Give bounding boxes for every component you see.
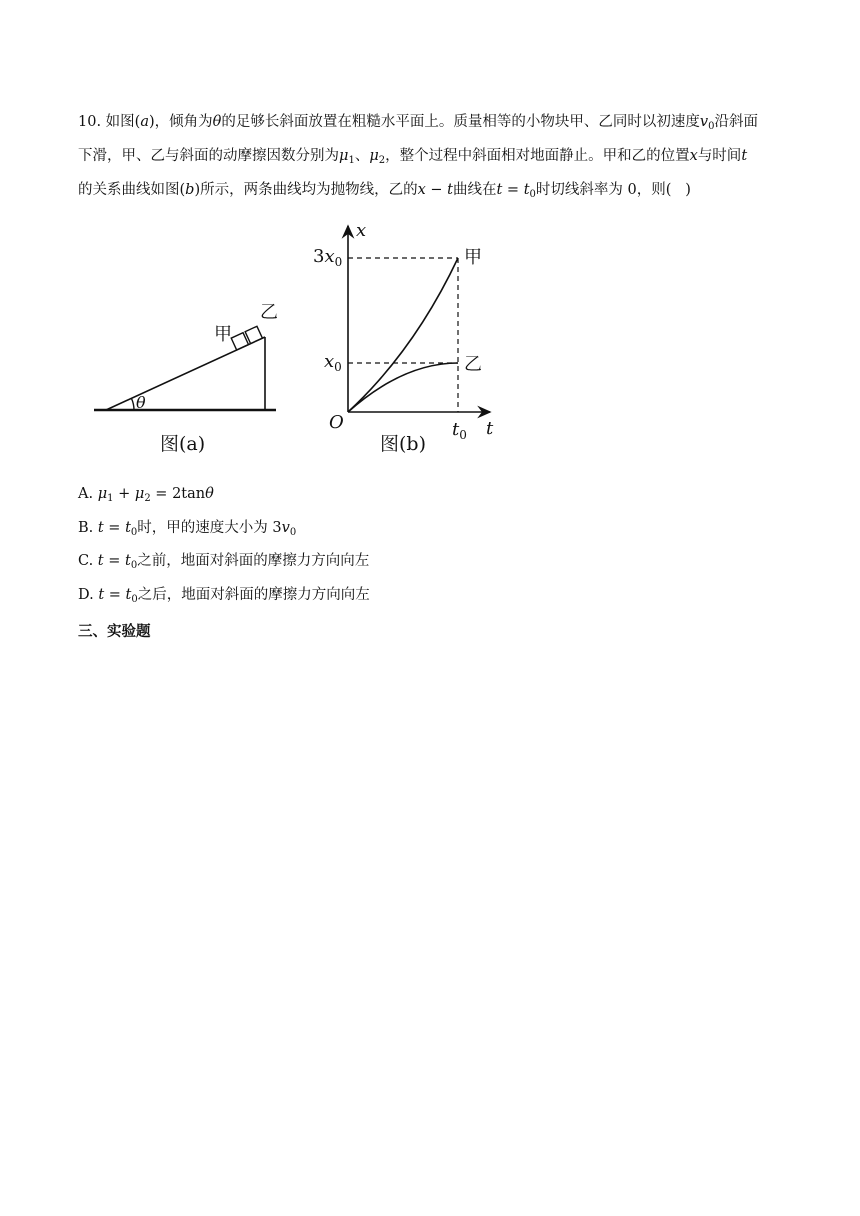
option-c[interactable]: C. $t = t_0$之前，地面对斜面的摩擦力方向向左 <box>78 553 370 571</box>
curve-yi <box>348 363 458 412</box>
x-axis-label: t <box>486 418 494 439</box>
angle-label: θ <box>136 393 146 412</box>
figure-b <box>310 220 510 465</box>
label-jia-b: 甲 <box>464 247 482 268</box>
label-yi-b: 乙 <box>464 354 482 375</box>
option-d[interactable]: D. $t = t_0$之后，地面对斜面的摩擦力方向向左 <box>78 587 370 605</box>
block-jia <box>231 333 248 350</box>
block-yi <box>245 326 262 343</box>
curve-jia <box>348 258 458 412</box>
question-line-2: 下滑，甲、乙与斜面的动摩擦因数分别为$\mu_1$、$\mu_2$，整个过程中斜面相对地面静止。甲和乙的位置x与时间t <box>78 148 748 166</box>
tick-x0: $x_0$ <box>324 351 342 374</box>
section-title: 三、实验题 <box>78 624 151 640</box>
tick-t0: $t_0$ <box>452 419 467 442</box>
question-line-1: 10. 如图(a)，倾角为θ的足够长斜面放置在粗糙水平面上。质量相等的小物块甲、乙同时以初速度$v_0$沿斜面 <box>78 114 758 132</box>
question-number: 10. <box>78 114 102 130</box>
tick-3x0: $3x_0$ <box>313 246 343 269</box>
label-jia-a: 甲 <box>214 324 232 345</box>
origin-label: O <box>329 412 344 433</box>
question-line-3: 的关系曲线如图(b)所示，两条曲线均为抛物线，乙的x − t曲线在$t = t_0$时切线斜率为 0，则( ) <box>78 182 691 200</box>
option-b[interactable]: B. $t = t_0$时，甲的速度大小为 $3v_0$ <box>78 520 297 538</box>
y-axis-label: x <box>356 220 367 241</box>
caption-b: 图(b) <box>380 433 426 455</box>
figure-a <box>88 300 288 540</box>
option-a[interactable]: A. $\mu_1 + \mu_2 = 2\tan\theta$ <box>78 486 214 504</box>
caption-a: 图(a) <box>160 433 206 455</box>
label-yi-a: 乙 <box>260 302 278 323</box>
angle-arc <box>132 399 135 411</box>
